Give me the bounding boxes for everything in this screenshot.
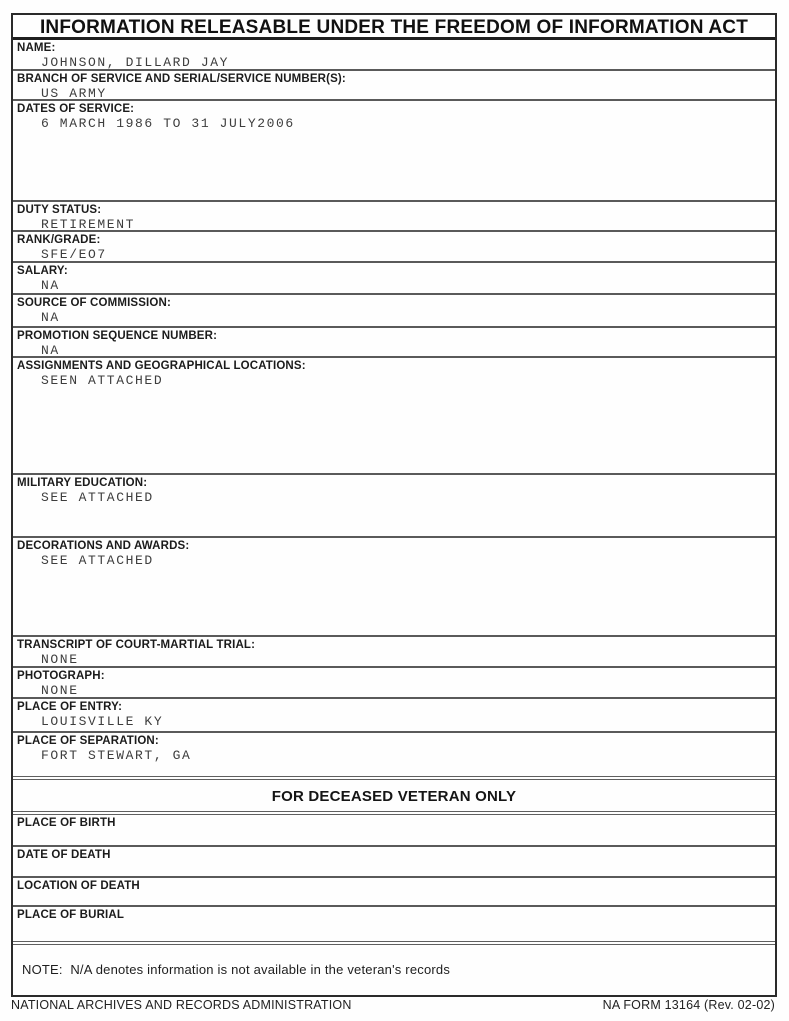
- court-martial-transcript-value: NONE: [41, 652, 79, 666]
- salary-label: SALARY:: [17, 265, 68, 277]
- field-row-place-of-burial: [13, 905, 775, 941]
- field-row-date-of-death: [13, 845, 775, 876]
- field-row-salary: [13, 261, 775, 293]
- duty-status-label: DUTY STATUS:: [17, 204, 102, 216]
- promotion-sequence-number-value: NA: [41, 343, 60, 356]
- duty-status-value: RETIREMENT: [41, 217, 136, 230]
- source-of-commission-value: NA: [41, 310, 60, 325]
- rank-grade-label: RANK/GRADE:: [17, 234, 101, 246]
- dates-of-service-value: 6 MARCH 1986 TO 31 JULY2006: [41, 116, 295, 131]
- place-of-birth-value: [13, 829, 775, 830]
- photograph-label: PHOTOGRAPH:: [17, 670, 105, 682]
- decorations-awards-label: DECORATIONS AND AWARDS:: [17, 540, 190, 552]
- date-of-death-label: DATE OF DEATH: [17, 849, 111, 861]
- name-value: JOHNSON, DILLARD JAY: [41, 55, 230, 69]
- military-education-value: SEE ATTACHED: [41, 490, 154, 505]
- name-label: NAME:: [17, 42, 56, 54]
- field-row-photograph: [13, 666, 775, 697]
- field-row-duty-status: [13, 200, 775, 230]
- footer-form-number: NA FORM 13164 (Rev. 02-02): [602, 998, 775, 1012]
- branch-of-service-value: US ARMY: [41, 86, 107, 99]
- promotion-sequence-number-label: PROMOTION SEQUENCE NUMBER:: [17, 330, 218, 342]
- dates-of-service-label: DATES OF SERVICE:: [17, 103, 135, 115]
- field-row-source-of-commission: [13, 293, 775, 326]
- deceased-section-title: FOR DECEASED VETERAN ONLY: [271, 788, 517, 805]
- military-education-label: MILITARY EDUCATION:: [17, 477, 148, 489]
- field-row-assignments-locations: [13, 356, 775, 473]
- rank-grade-value: SFE/EO7: [41, 247, 107, 261]
- page-footer: [11, 998, 777, 1012]
- assignments-locations-label: ASSIGNMENTS AND GEOGRAPHICAL LOCATIONS:: [17, 360, 306, 372]
- field-row-name: [13, 40, 775, 69]
- note-text: NOTE: N/A denotes information is not available in the veteran's records: [22, 962, 451, 977]
- photograph-value: NONE: [41, 683, 79, 697]
- deceased-section-header-row: [13, 776, 775, 811]
- footer-agency: NATIONAL ARCHIVES AND RECORDS ADMINISTRATION: [11, 998, 352, 1012]
- field-row-rank-grade: [13, 230, 775, 261]
- note-row: [13, 941, 775, 995]
- field-row-military-education: [13, 473, 775, 536]
- court-martial-transcript-label: TRANSCRIPT OF COURT-MARTIAL TRIAL:: [17, 639, 256, 651]
- location-of-death-label: LOCATION OF DEATH: [17, 880, 140, 892]
- field-row-place-of-separation: [13, 731, 775, 776]
- field-row-decorations-awards: [13, 536, 775, 635]
- place-of-entry-value: LOUISVILLE KY: [41, 714, 164, 729]
- field-row-promotion-sequence-number: [13, 326, 775, 356]
- field-row-place-of-birth: [13, 811, 775, 845]
- field-row-location-of-death: [13, 876, 775, 905]
- salary-value: NA: [41, 278, 60, 293]
- field-row-branch-of-service: [13, 69, 775, 99]
- place-of-separation-value: FORT STEWART, GA: [41, 748, 192, 763]
- place-of-entry-label: PLACE OF ENTRY:: [17, 701, 123, 713]
- assignments-locations-value: SEEN ATTACHED: [41, 373, 164, 388]
- form-title: INFORMATION RELEASABLE UNDER THE FREEDOM OF INFORMATION ACT: [13, 15, 775, 40]
- field-row-dates-of-service: [13, 99, 775, 200]
- source-of-commission-label: SOURCE OF COMMISSION:: [17, 297, 171, 309]
- decorations-awards-value: SEE ATTACHED: [41, 553, 154, 568]
- field-row-court-martial-transcript: [13, 635, 775, 666]
- place-of-separation-label: PLACE OF SEPARATION:: [17, 735, 159, 747]
- place-of-burial-value: [13, 921, 775, 922]
- foia-form: [11, 13, 777, 997]
- field-row-place-of-entry: [13, 697, 775, 731]
- place-of-burial-label: PLACE OF BURIAL: [17, 909, 125, 921]
- date-of-death-value: [13, 861, 775, 862]
- branch-of-service-label: BRANCH OF SERVICE AND SERIAL/SERVICE NUMBER(S):: [17, 73, 346, 85]
- location-of-death-value: [13, 892, 775, 893]
- place-of-birth-label: PLACE OF BIRTH: [17, 817, 116, 829]
